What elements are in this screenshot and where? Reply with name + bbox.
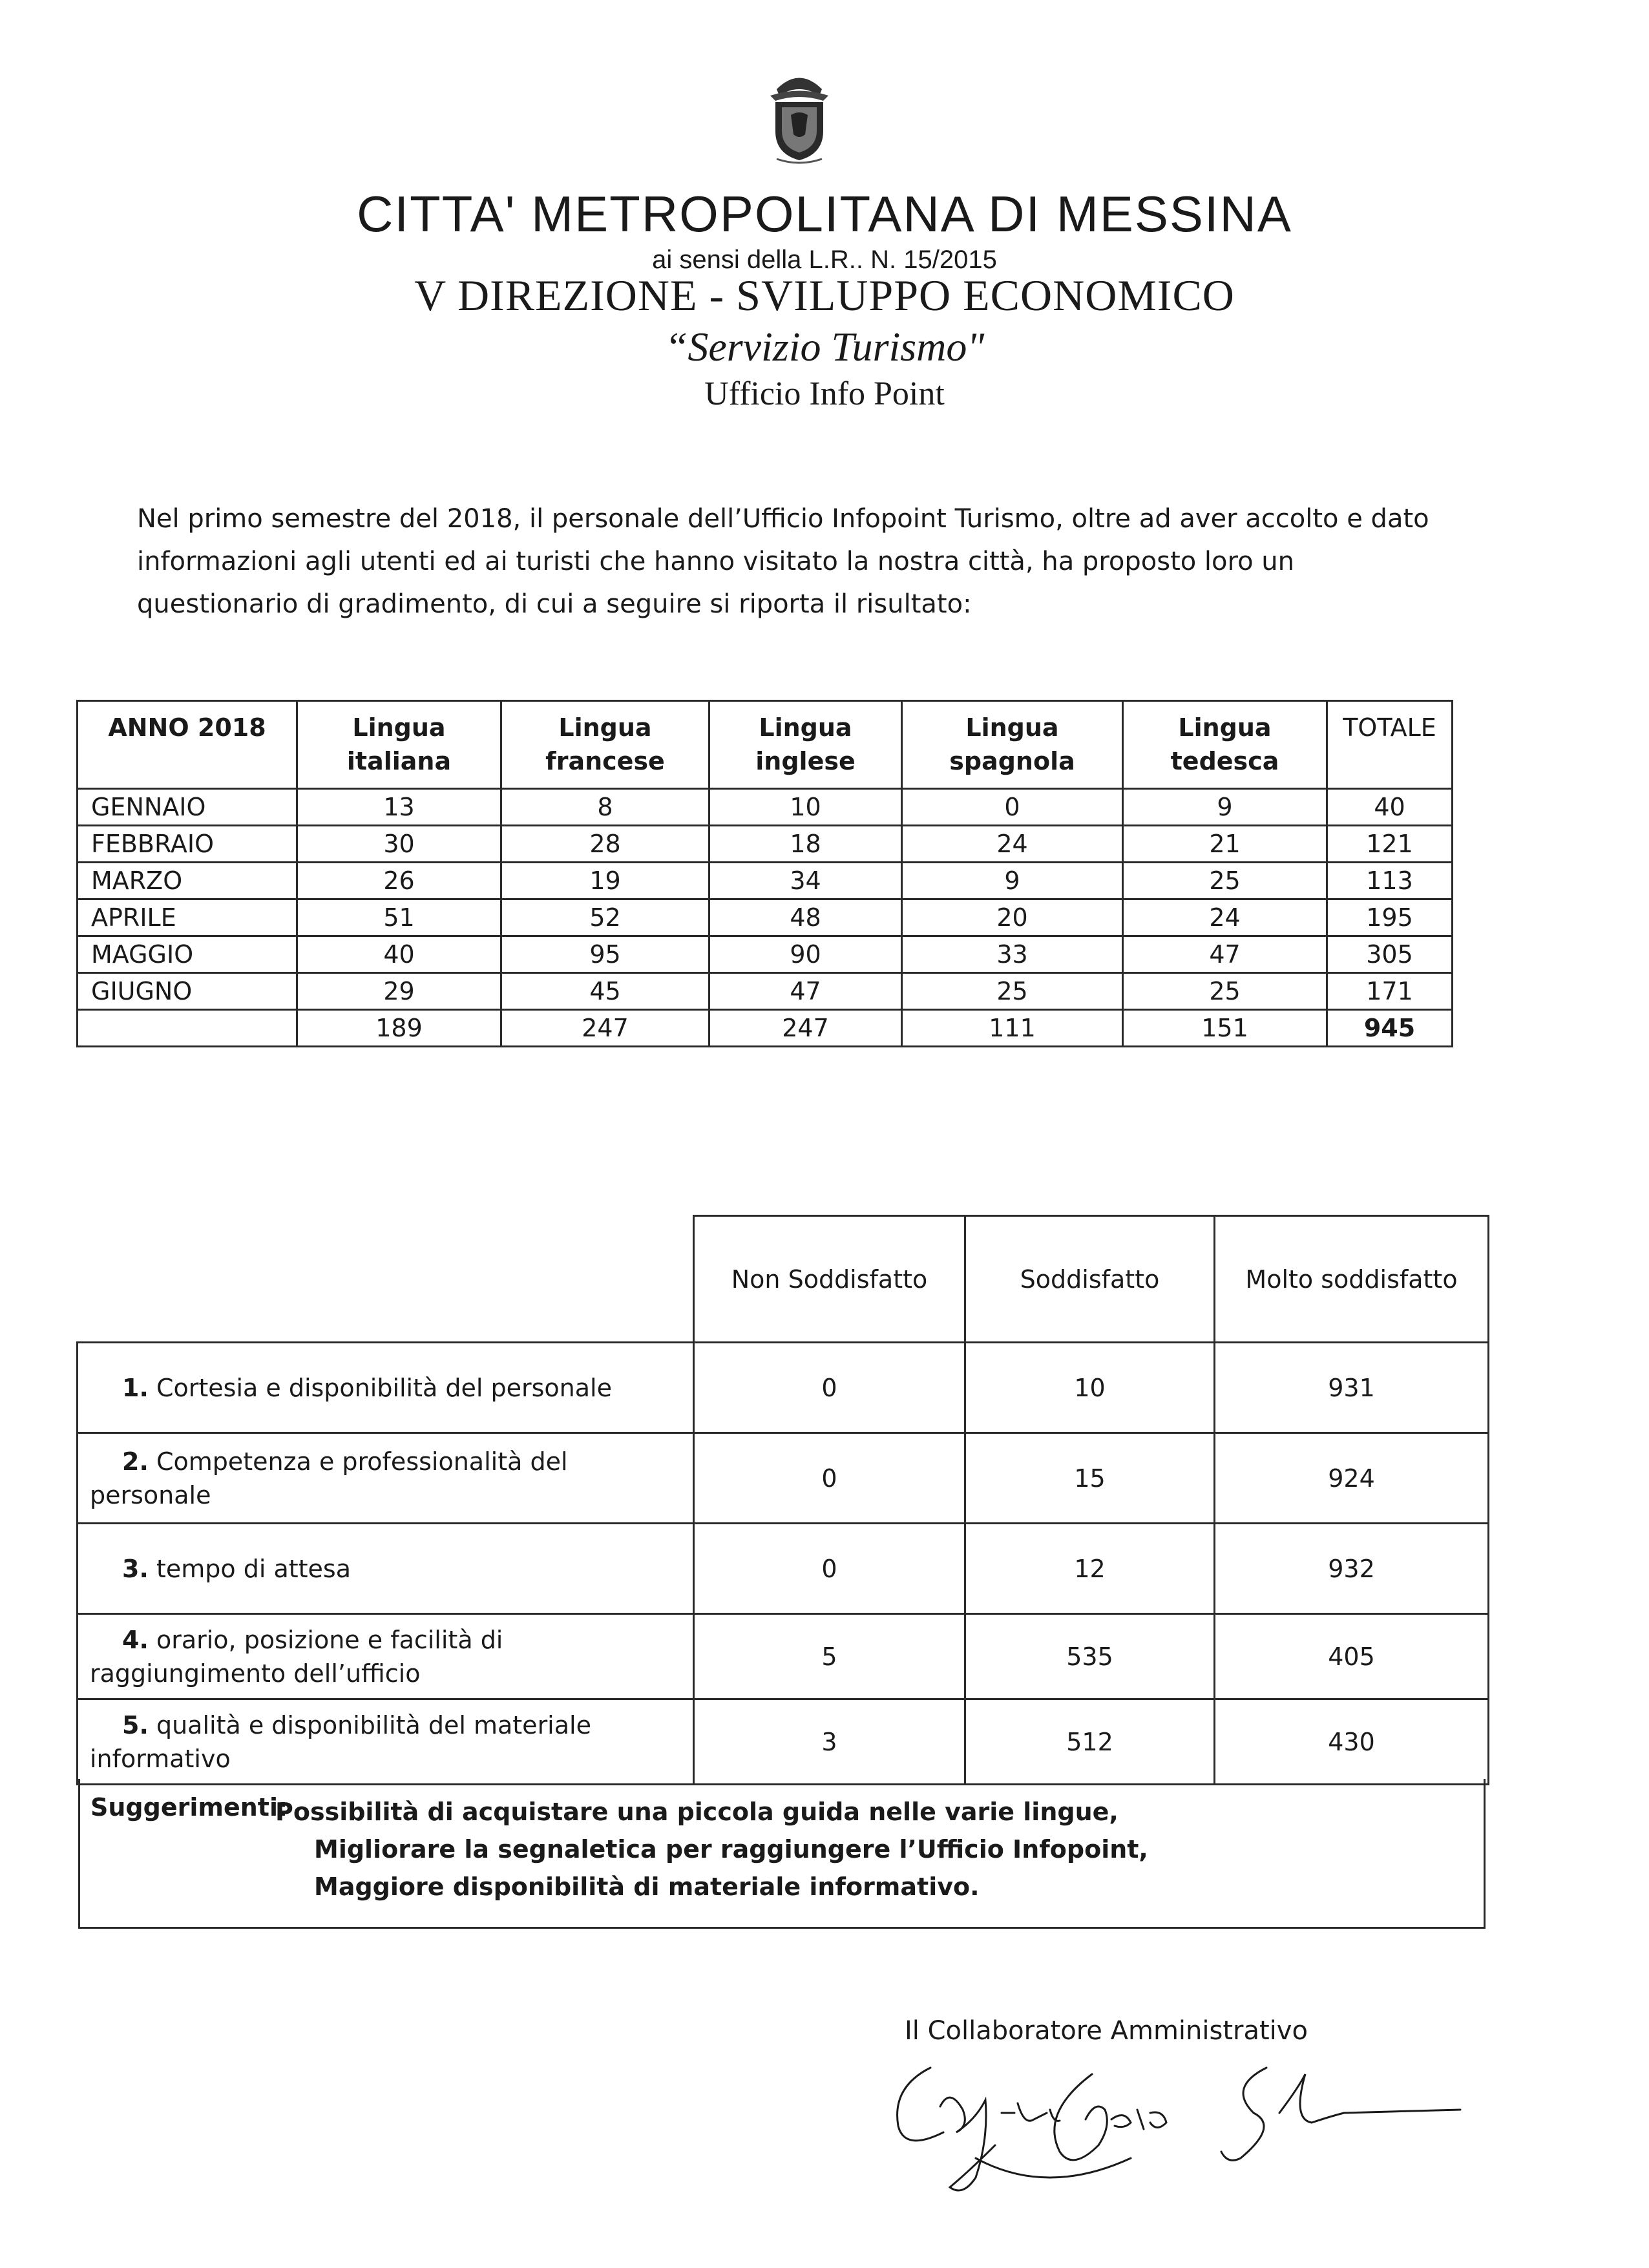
table-cell: 25 bbox=[1123, 863, 1327, 899]
table-cell: 30 bbox=[297, 826, 501, 863]
italian-header: Lingua italiana bbox=[297, 701, 501, 789]
table-cell: 19 bbox=[501, 863, 709, 899]
row-total-cell: 121 bbox=[1327, 826, 1453, 863]
survey-value-cell: 0 bbox=[694, 1433, 965, 1524]
table-cell: 29 bbox=[297, 973, 501, 1010]
table-cell: 51 bbox=[297, 899, 501, 936]
survey-value-cell: 15 bbox=[965, 1433, 1215, 1524]
table-row bbox=[78, 826, 1453, 863]
row-total-cell: 195 bbox=[1327, 899, 1453, 936]
table-row bbox=[78, 973, 1453, 1010]
table-cell: 9 bbox=[902, 863, 1123, 899]
survey-row bbox=[78, 1343, 1489, 1433]
column-total-cell: 151 bbox=[1123, 1010, 1327, 1047]
survey-value-cell: 405 bbox=[1215, 1614, 1489, 1699]
survey-value-cell: 512 bbox=[965, 1699, 1215, 1785]
table-cell: 18 bbox=[709, 826, 902, 863]
table-cell: 90 bbox=[709, 936, 902, 973]
survey-value-cell: 0 bbox=[694, 1343, 965, 1433]
year-header: ANNO 2018 bbox=[78, 701, 297, 789]
suggestions-list bbox=[275, 1793, 1148, 1906]
survey-row bbox=[78, 1614, 1489, 1699]
not-satisfied-header: Non Soddisfatto bbox=[694, 1216, 965, 1343]
month-cell: MAGGIO bbox=[78, 936, 297, 973]
table-cell: 40 bbox=[297, 936, 501, 973]
suggestion-item: Migliorare la segnaletica per raggiungere l’Ufficio Infopoint, bbox=[314, 1835, 1148, 1864]
survey-value-cell: 10 bbox=[965, 1343, 1215, 1433]
survey-value-cell: 931 bbox=[1215, 1343, 1489, 1433]
table-cell: 0 bbox=[902, 789, 1123, 826]
entity-legal-reference: ai sensi della L.R.. N. 15/2015 bbox=[652, 246, 997, 274]
month-cell: GENNAIO bbox=[78, 789, 297, 826]
table-cell: 47 bbox=[709, 973, 902, 1010]
table-cell: 21 bbox=[1123, 826, 1327, 863]
intro-paragraph: Nel primo semestre del 2018, il personale dell’Ufficio Infopoint Turismo, oltre ad aver accolto e dato informazioni agli utenti ed ai turisti che hanno visitato la nostra città, ha proposto loro un questionario di gradimento, di cui a seguire si riporta il risultato: bbox=[137, 504, 1429, 619]
handwritten-signature bbox=[879, 2048, 1473, 2197]
table-cell: 26 bbox=[297, 863, 501, 899]
total-header: TOTALE bbox=[1327, 701, 1453, 789]
table-cell: 52 bbox=[501, 899, 709, 936]
survey-question-cell: 2. Competenza e professionalità del personale bbox=[78, 1433, 694, 1524]
totals-row bbox=[78, 1010, 1453, 1047]
month-cell: MARZO bbox=[78, 863, 297, 899]
month-cell: FEBBRAIO bbox=[78, 826, 297, 863]
survey-row bbox=[78, 1524, 1489, 1614]
suggestions-box bbox=[78, 1779, 1486, 1929]
table-cell: 47 bbox=[1123, 936, 1327, 973]
column-total-cell: 247 bbox=[501, 1010, 709, 1047]
row-total-cell: 113 bbox=[1327, 863, 1453, 899]
survey-value-cell: 924 bbox=[1215, 1433, 1489, 1524]
column-total-cell: 189 bbox=[297, 1010, 501, 1047]
month-cell: APRILE bbox=[78, 899, 297, 936]
survey-value-cell: 12 bbox=[965, 1524, 1215, 1614]
survey-header-row bbox=[78, 1216, 1489, 1343]
direction-title: V DIREZIONE - SVILUPPO ECONOMICO bbox=[414, 271, 1235, 320]
suggestion-item: Possibilità di acquistare una piccola guida nelle varie lingue, bbox=[275, 1798, 1119, 1826]
suggestions-label: Suggerimenti: bbox=[90, 1793, 288, 1822]
table-cell: 24 bbox=[1123, 899, 1327, 936]
table-cell: 10 bbox=[709, 789, 902, 826]
table-row bbox=[78, 936, 1453, 973]
table-cell: 24 bbox=[902, 826, 1123, 863]
survey-value-cell: 5 bbox=[694, 1614, 965, 1699]
table-cell: 95 bbox=[501, 936, 709, 973]
table-cell: 34 bbox=[709, 863, 902, 899]
survey-question-cell: 3. tempo di attesa bbox=[78, 1524, 694, 1614]
english-header: Lingua inglese bbox=[709, 701, 902, 789]
survey-value-cell: 3 bbox=[694, 1699, 965, 1785]
survey-question-cell: 5. qualità e disponibilità del materiale informativo bbox=[78, 1699, 694, 1785]
survey-row bbox=[78, 1699, 1489, 1785]
survey-value-cell: 430 bbox=[1215, 1699, 1489, 1785]
table-row bbox=[78, 863, 1453, 899]
table-cell: 9 bbox=[1123, 789, 1327, 826]
very-satisfied-header: Molto soddisfatto bbox=[1215, 1216, 1489, 1343]
spanish-header: Lingua spagnola bbox=[902, 701, 1123, 789]
coat-of-arms-emblem bbox=[757, 70, 841, 167]
table-row bbox=[78, 789, 1453, 826]
survey-row bbox=[78, 1433, 1489, 1524]
survey-value-cell: 0 bbox=[694, 1524, 965, 1614]
row-total-cell: 305 bbox=[1327, 936, 1453, 973]
satisfaction-survey-table bbox=[76, 1215, 1489, 1785]
table-cell: 13 bbox=[297, 789, 501, 826]
table-cell: 48 bbox=[709, 899, 902, 936]
table-cell: 33 bbox=[902, 936, 1123, 973]
table-cell: 25 bbox=[1123, 973, 1327, 1010]
table-cell: 20 bbox=[902, 899, 1123, 936]
entity-title: CITTA' METROPOLITANA DI MESSINA bbox=[357, 185, 1292, 242]
survey-question-cell: 4. orario, posizione e facilità di raggiungimento dell’ufficio bbox=[78, 1614, 694, 1699]
month-cell: GIUGNO bbox=[78, 973, 297, 1010]
monthly-language-table bbox=[76, 700, 1453, 1047]
survey-value-cell: 932 bbox=[1215, 1524, 1489, 1614]
table-cell: 8 bbox=[501, 789, 709, 826]
signer-role: Il Collaboratore Amministrativo bbox=[905, 2016, 1308, 2046]
table-cell: 28 bbox=[501, 826, 709, 863]
table-cell: 45 bbox=[501, 973, 709, 1010]
column-total-cell: 111 bbox=[902, 1010, 1123, 1047]
row-total-cell: 171 bbox=[1327, 973, 1453, 1010]
grand-total-cell: 945 bbox=[1327, 1010, 1453, 1047]
survey-question-cell: 1. Cortesia e disponibilità del personale bbox=[78, 1343, 694, 1433]
service-title: “Servizio Turismo" bbox=[664, 324, 985, 370]
table-row bbox=[78, 899, 1453, 936]
office-title: Ufficio Info Point bbox=[704, 375, 945, 412]
table-cell: 25 bbox=[902, 973, 1123, 1010]
german-header: Lingua tedesca bbox=[1123, 701, 1327, 789]
table-header-row bbox=[78, 701, 1453, 789]
survey-value-cell: 535 bbox=[965, 1614, 1215, 1699]
column-total-cell: 247 bbox=[709, 1010, 902, 1047]
empty-corner-cell bbox=[78, 1216, 694, 1343]
satisfied-header: Soddisfatto bbox=[965, 1216, 1215, 1343]
totals-label-cell bbox=[78, 1010, 297, 1047]
row-total-cell: 40 bbox=[1327, 789, 1453, 826]
suggestion-item: Maggiore disponibilità di materiale informativo. bbox=[314, 1873, 980, 1901]
french-header: Lingua francese bbox=[501, 701, 709, 789]
